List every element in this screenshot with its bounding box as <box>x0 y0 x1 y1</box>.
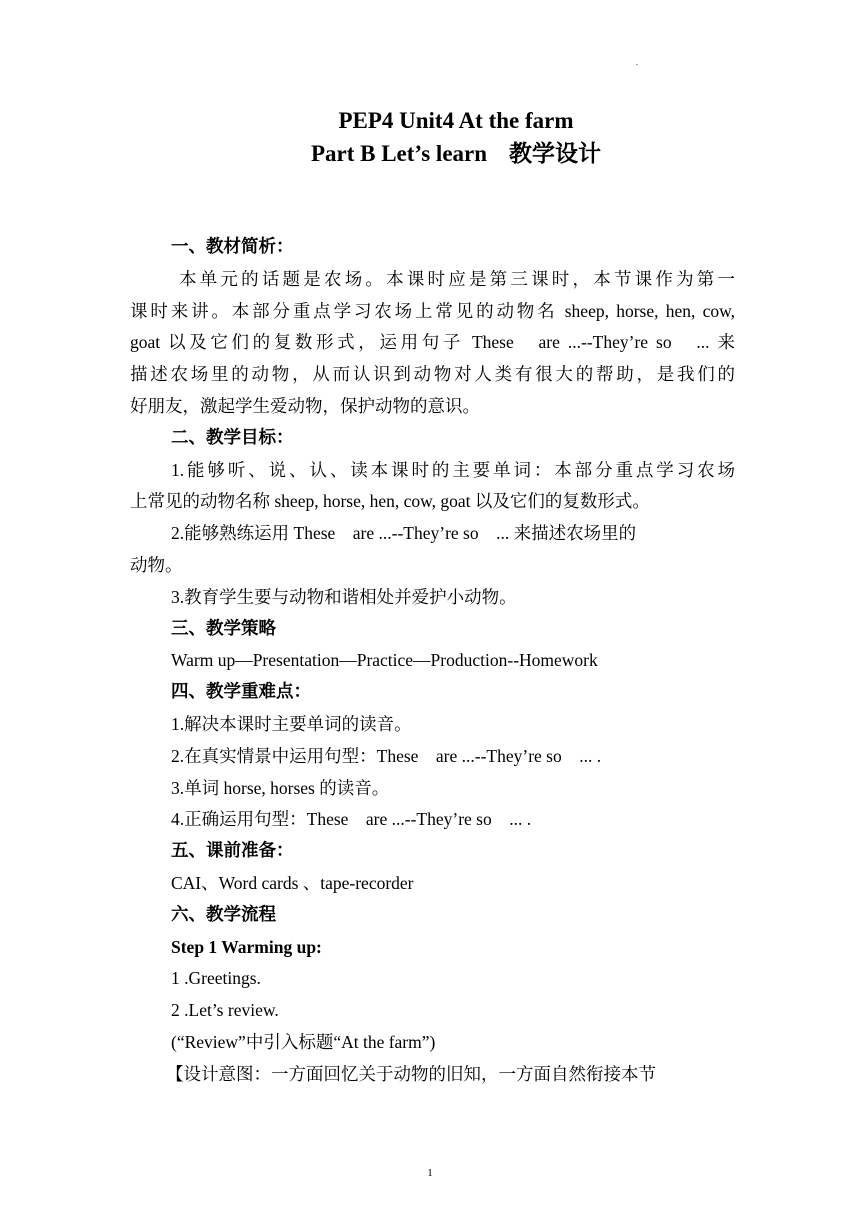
list-item: 2.能够熟练运用 These are ...--They’re so ... 来描述农场里的 <box>171 523 637 544</box>
subtitle-english: Part B Let’s learn <box>310 141 488 166</box>
list-item: 1.解决本课时主要单词的读音。 <box>171 713 412 734</box>
list-item-continuation: 动物。 <box>130 554 183 575</box>
preparation-text: CAI、Word cards 、tape-recorder <box>171 872 414 893</box>
document-body <box>130 232 735 1091</box>
section-heading-key-points: 四、教学重难点： <box>171 682 311 703</box>
section-heading-preparation: 五、课前准备： <box>171 841 294 862</box>
list-item: 1.能够听、说、认、读本课时的主要单词：本部分重点学习农场 <box>171 459 735 480</box>
paragraph-line: 课时来讲。本部分重点学习农场上常见的动物名 sheep, horse, hen, cow, <box>130 300 735 321</box>
step-heading: Step 1 Warming up: <box>171 936 322 957</box>
page-number: 1 <box>427 1167 433 1179</box>
list-item: 4.正确运用句型：These are ...--They’re so ... . <box>171 809 532 830</box>
list-item: 2.在真实情景中运用句型：These are ...--They’re so ... . <box>171 745 602 766</box>
list-item-continuation: 上常见的动物名称 sheep, horse, hen, cow, goat 以及它们的复数形式。 <box>130 491 650 512</box>
title-line-1: PEP4 Unit4 At the farm <box>338 108 574 133</box>
page-subtitle <box>0 138 860 170</box>
section-heading-objectives: 二、教学目标： <box>171 427 294 448</box>
section-heading-strategy: 三、教学策略 <box>171 618 276 639</box>
note-text: (“Review”中引入标题“At the farm”) <box>171 1031 436 1052</box>
subtitle-chinese: 教学设计 <box>509 141 602 167</box>
page-mark: . <box>636 58 638 67</box>
strategy-text: Warm up—Presentation—Practice—Production--Homework <box>171 650 598 671</box>
design-intent-text: 【设计意图：一方面回忆关于动物的旧知，一方面自然衔接本节 <box>166 1063 656 1084</box>
list-item: 3.教育学生要与动物和谐相处并爱护小动物。 <box>171 586 517 607</box>
page-title <box>0 105 860 137</box>
list-item: 2 .Let’s review. <box>171 1000 279 1021</box>
section-heading-procedure: 六、教学流程 <box>171 904 276 925</box>
section-heading-materials: 一、教材简析： <box>171 237 294 257</box>
list-item: 1 .Greetings. <box>171 968 261 989</box>
list-item: 3.单词 horse, horses 的读音。 <box>171 777 390 798</box>
paragraph-line: 本单元的话题是农场。本课时应是第三课时，本节课作为第一 <box>179 268 735 289</box>
paragraph-line: 好朋友，激起学生爱动物，保护动物的意识。 <box>130 395 480 416</box>
paragraph-line: goat 以及它们的复数形式，运用句子 These are ...--They’re so ... 来 <box>130 332 735 353</box>
paragraph-line: 描述农场里的动物，从而认识到动物对人类有很大的帮助，是我们的 <box>130 364 735 385</box>
